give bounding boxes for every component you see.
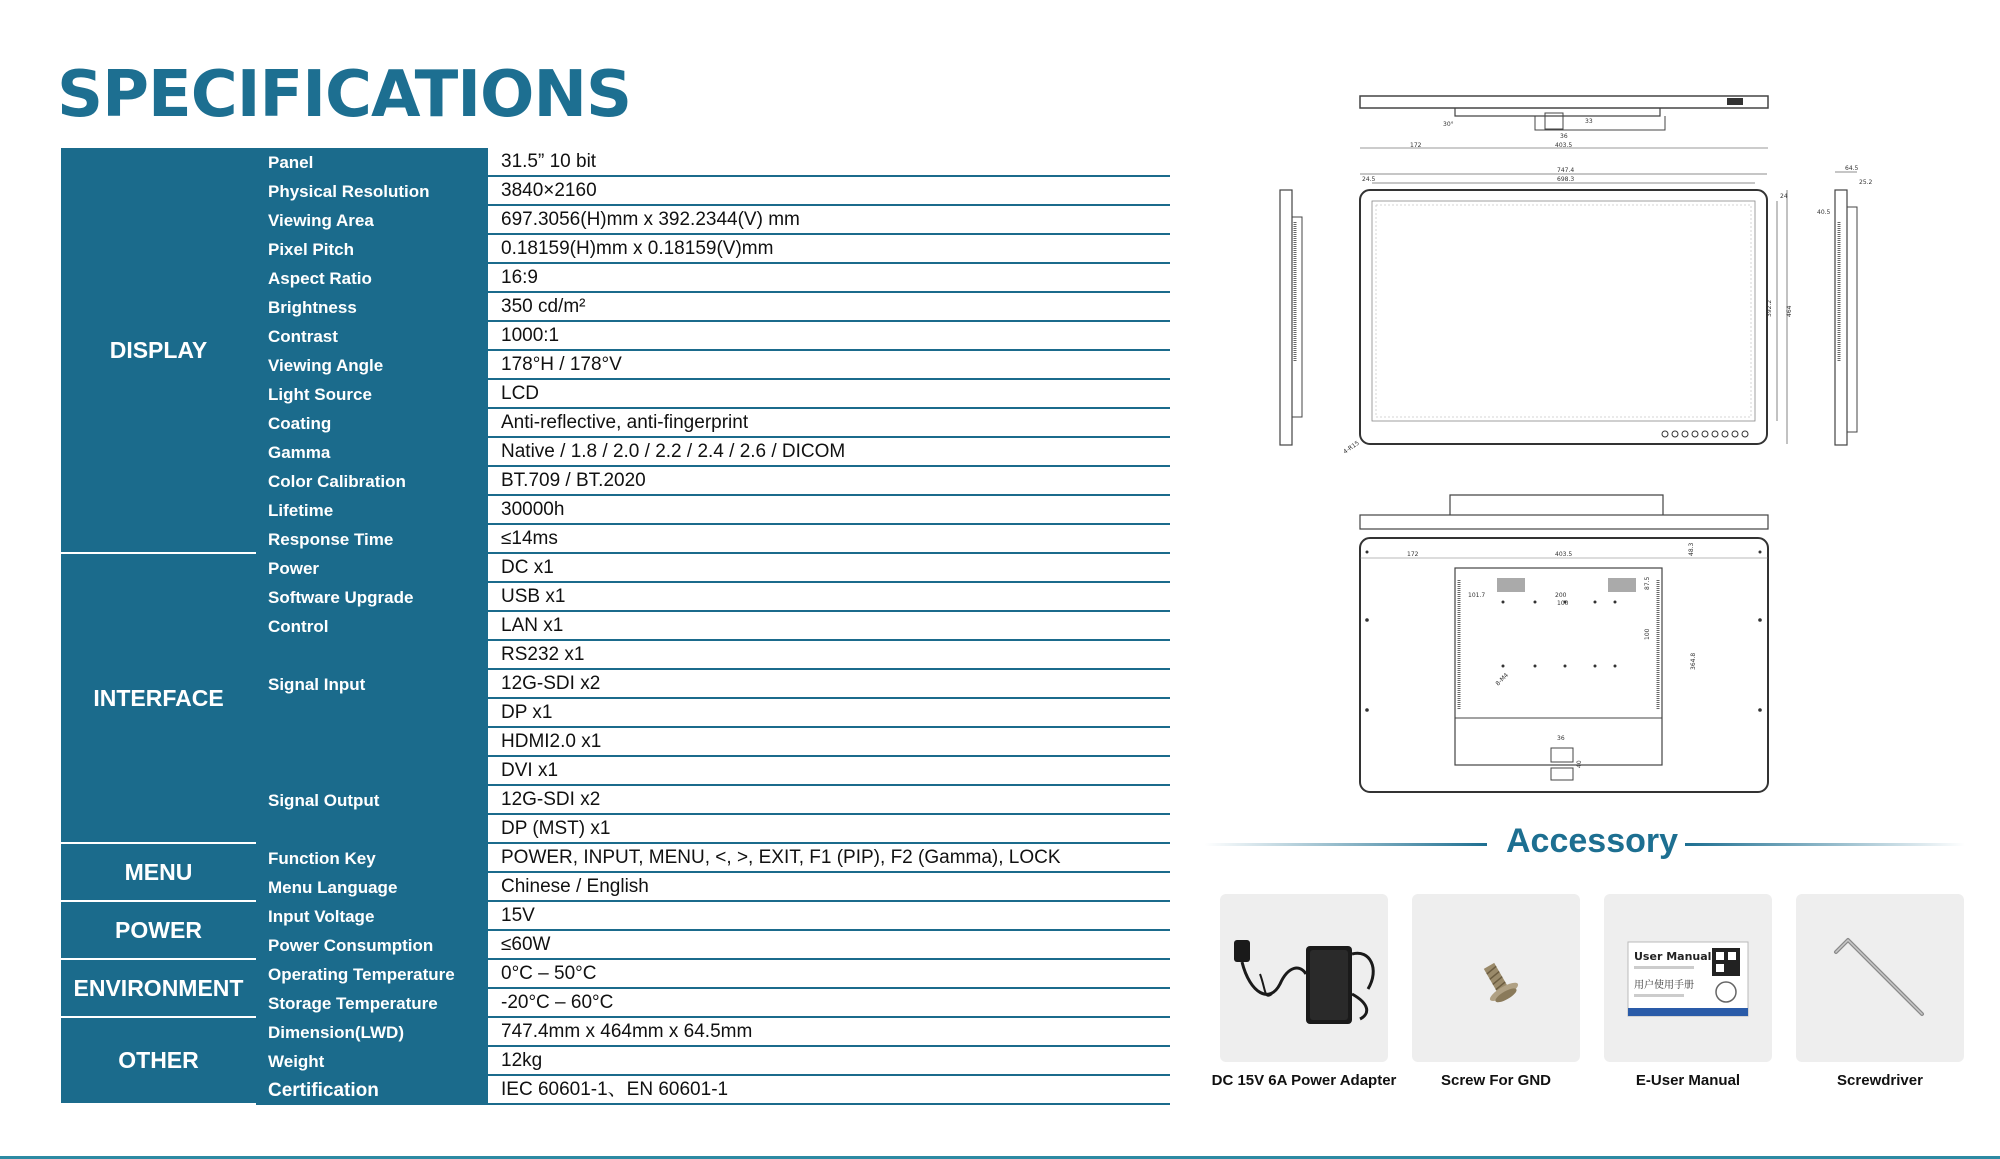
spec-row <box>256 409 1170 438</box>
spec-value: USB x1 <box>488 583 1170 612</box>
category-other: OTHER <box>61 1018 256 1105</box>
spec-row <box>256 670 1170 699</box>
dim-label: 200 <box>1555 592 1567 599</box>
spec-row <box>256 815 1170 844</box>
spec-label: Power <box>256 554 488 583</box>
display-rows <box>256 148 1170 554</box>
spec-value: ≤60W <box>488 931 1170 960</box>
back-view-drawing <box>1355 490 1775 795</box>
top-view-drawing <box>1355 90 1775 152</box>
spec-value: DVI x1 <box>488 757 1170 786</box>
spec-row <box>256 960 1170 989</box>
page-title: SPECIFICATIONS <box>57 58 632 132</box>
spec-row <box>256 525 1170 554</box>
spec-value: DC x1 <box>488 554 1170 583</box>
spec-row <box>256 757 1170 786</box>
group-power <box>61 902 1170 960</box>
spec-value: 350 cd/m² <box>488 293 1170 322</box>
spec-label: Pixel Pitch <box>256 235 488 264</box>
spec-value: 0°C – 50°C <box>488 960 1170 989</box>
spec-row <box>256 873 1170 902</box>
category-environment: ENVIRONMENT <box>61 960 256 1018</box>
spec-value: 12G-SDI x2 <box>488 786 1170 815</box>
dim-label: 24 <box>1780 193 1788 200</box>
spec-value: 747.4mm x 464mm x 64.5mm <box>488 1018 1170 1047</box>
spec-label: Viewing Angle <box>256 351 488 380</box>
dim-label: 100 <box>1557 600 1569 607</box>
spec-row <box>256 844 1170 873</box>
spec-row <box>256 438 1170 467</box>
spec-value: 12kg <box>488 1047 1170 1076</box>
dim-label: 101.7 <box>1468 592 1486 599</box>
accessory-card-screw <box>1412 894 1580 1062</box>
spec-label: Dimension(LWD) <box>256 1018 488 1047</box>
spec-label: Certification <box>256 1076 488 1105</box>
accessory-label: Screwdriver <box>1837 1072 1923 1089</box>
spec-label: Input Voltage <box>256 902 488 931</box>
interface-rows <box>256 554 1170 844</box>
spec-value: 178°H / 178°V <box>488 351 1170 380</box>
spec-value: 16:9 <box>488 264 1170 293</box>
spec-row <box>256 786 1170 815</box>
spec-label: Menu Language <box>256 873 488 902</box>
spec-row <box>256 989 1170 1018</box>
spec-label: Software Upgrade <box>256 583 488 612</box>
spec-value: DP (MST) x1 <box>488 815 1170 844</box>
spec-row <box>256 699 1170 728</box>
spec-label: Gamma <box>256 438 488 467</box>
spec-label: Weight <box>256 1047 488 1076</box>
spec-label: Contrast <box>256 322 488 351</box>
other-rows <box>256 1018 1170 1105</box>
spec-row <box>256 1047 1170 1076</box>
dim-label: 392.2 <box>1766 299 1773 317</box>
spec-value: IEC 60601-1、EN 60601-1 <box>488 1076 1170 1105</box>
dim-label: 48.3 <box>1688 542 1695 556</box>
spec-value: 697.3056(H)mm x 392.2344(V) mm <box>488 206 1170 235</box>
dim-label: 698.3 <box>1557 176 1575 183</box>
dim-label: 172 <box>1410 142 1422 149</box>
spec-label: Physical Resolution <box>256 177 488 206</box>
spec-label: Lifetime <box>256 496 488 525</box>
group-environment <box>61 960 1170 1018</box>
accessory-label: Screw For GND <box>1440 1072 1552 1089</box>
spec-label: Aspect Ratio <box>256 264 488 293</box>
spec-label: Panel <box>256 148 488 177</box>
dim-label: 40.5 <box>1817 209 1831 216</box>
spec-value: Anti-reflective, anti-fingerprint <box>488 409 1170 438</box>
spec-label <box>256 728 488 757</box>
spec-value: Chinese / English <box>488 873 1170 902</box>
spec-label: Viewing Area <box>256 206 488 235</box>
screwdriver-icon <box>1796 894 1964 1062</box>
spec-label: Signal Output <box>256 786 488 815</box>
group-interface <box>61 554 1170 844</box>
group-menu <box>61 844 1170 902</box>
spec-value: HDMI2.0 x1 <box>488 728 1170 757</box>
spec-row <box>256 322 1170 351</box>
spec-row <box>256 148 1170 177</box>
user-manual-icon <box>1604 894 1772 1062</box>
spec-row <box>256 612 1170 641</box>
accessory-card-user-manual <box>1604 894 1772 1062</box>
dim-label: 40 <box>1576 760 1583 768</box>
menu-rows <box>256 844 1170 902</box>
category-power: POWER <box>61 902 256 960</box>
spec-table <box>61 148 1170 1105</box>
accessory-line-left <box>1205 843 1487 846</box>
spec-value: 15V <box>488 902 1170 931</box>
spec-label <box>256 757 488 786</box>
spec-value: -20°C – 60°C <box>488 989 1170 1018</box>
environment-rows <box>256 960 1170 1018</box>
spec-row <box>256 554 1170 583</box>
screw-icon <box>1412 894 1580 1062</box>
dim-label: 8-M4 <box>1494 671 1511 688</box>
dim-label: 25.2 <box>1859 179 1873 186</box>
spec-value: ≤14ms <box>488 525 1170 554</box>
spec-label <box>256 815 488 844</box>
accessory-card-power-adapter <box>1220 894 1388 1062</box>
spec-row <box>256 1076 1170 1105</box>
category-display: DISPLAY <box>61 148 256 554</box>
spec-row <box>256 583 1170 612</box>
spec-value: RS232 x1 <box>488 641 1170 670</box>
dim-label: 4-R15 <box>1342 439 1361 456</box>
category-interface: INTERFACE <box>61 554 256 844</box>
manual-card-subtitle: 用户使用手册 <box>1634 980 1694 991</box>
dim-label: 30° <box>1443 121 1454 128</box>
manual-card-title: User Manual <box>1634 950 1712 963</box>
spec-value: 12G-SDI x2 <box>488 670 1170 699</box>
spec-row <box>256 641 1170 670</box>
spec-label <box>256 699 488 728</box>
spec-value: BT.709 / BT.2020 <box>488 467 1170 496</box>
spec-label: Signal Input <box>256 670 488 699</box>
spec-row <box>256 728 1170 757</box>
spec-label: Storage Temperature <box>256 989 488 1018</box>
spec-label: Function Key <box>256 844 488 873</box>
dim-label: 747.4 <box>1557 167 1575 174</box>
front-view-drawing <box>1275 162 1895 462</box>
dim-label: 87.5 <box>1644 576 1651 590</box>
dim-label: 464 <box>1786 305 1793 317</box>
spec-row <box>256 1018 1170 1047</box>
group-display <box>61 148 1170 554</box>
spec-value: 1000:1 <box>488 322 1170 351</box>
spec-row <box>256 206 1170 235</box>
spec-label: Control <box>256 612 488 641</box>
category-menu: MENU <box>61 844 256 902</box>
spec-row <box>256 496 1170 525</box>
group-other <box>61 1018 1170 1105</box>
spec-value: 0.18159(H)mm x 0.18159(V)mm <box>488 235 1170 264</box>
spec-value: 31.5” 10 bit <box>488 148 1170 177</box>
spec-value: 30000h <box>488 496 1170 525</box>
spec-row <box>256 235 1170 264</box>
accessory-card-screwdriver <box>1796 894 1964 1062</box>
dim-label: 100 <box>1644 628 1651 640</box>
dim-label: 24.5 <box>1362 176 1376 183</box>
spec-label: Coating <box>256 409 488 438</box>
dim-label: 64.5 <box>1845 165 1859 172</box>
dim-label: 364.8 <box>1690 652 1697 670</box>
spec-value: LCD <box>488 380 1170 409</box>
accessory-label: E-User Manual <box>1635 1072 1741 1089</box>
dim-label: 33 <box>1585 118 1593 125</box>
dim-label: 403.5 <box>1555 551 1573 558</box>
accessory-label: DC 15V 6A Power Adapter <box>1211 1072 1397 1089</box>
spec-row <box>256 351 1170 380</box>
spec-label: Color Calibration <box>256 467 488 496</box>
spec-value: 3840×2160 <box>488 177 1170 206</box>
spec-label: Brightness <box>256 293 488 322</box>
spec-label <box>256 641 488 670</box>
spec-row <box>256 931 1170 960</box>
spec-row <box>256 380 1170 409</box>
spec-value: Native / 1.8 / 2.0 / 2.2 / 2.4 / 2.6 / DICOM <box>488 438 1170 467</box>
dim-label: 172 <box>1407 551 1419 558</box>
dim-label: 403.5 <box>1555 142 1573 149</box>
spec-value: LAN x1 <box>488 612 1170 641</box>
accessory-line-right <box>1685 843 1965 846</box>
spec-label: Light Source <box>256 380 488 409</box>
spec-row <box>256 293 1170 322</box>
spec-row <box>256 902 1170 931</box>
dim-label: 36 <box>1557 735 1565 742</box>
spec-row <box>256 264 1170 293</box>
power-rows <box>256 902 1170 960</box>
accessory-title: Accessory <box>1506 822 1679 860</box>
spec-value: POWER, INPUT, MENU, <, >, EXIT, F1 (PIP), F2 (Gamma), LOCK <box>488 844 1170 873</box>
spec-label: Operating Temperature <box>256 960 488 989</box>
spec-label: Power Consumption <box>256 931 488 960</box>
power-adapter-icon <box>1220 894 1388 1062</box>
spec-row <box>256 467 1170 496</box>
spec-row <box>256 177 1170 206</box>
spec-label: Response Time <box>256 525 488 554</box>
spec-value: DP x1 <box>488 699 1170 728</box>
dim-label: 36 <box>1560 133 1568 140</box>
